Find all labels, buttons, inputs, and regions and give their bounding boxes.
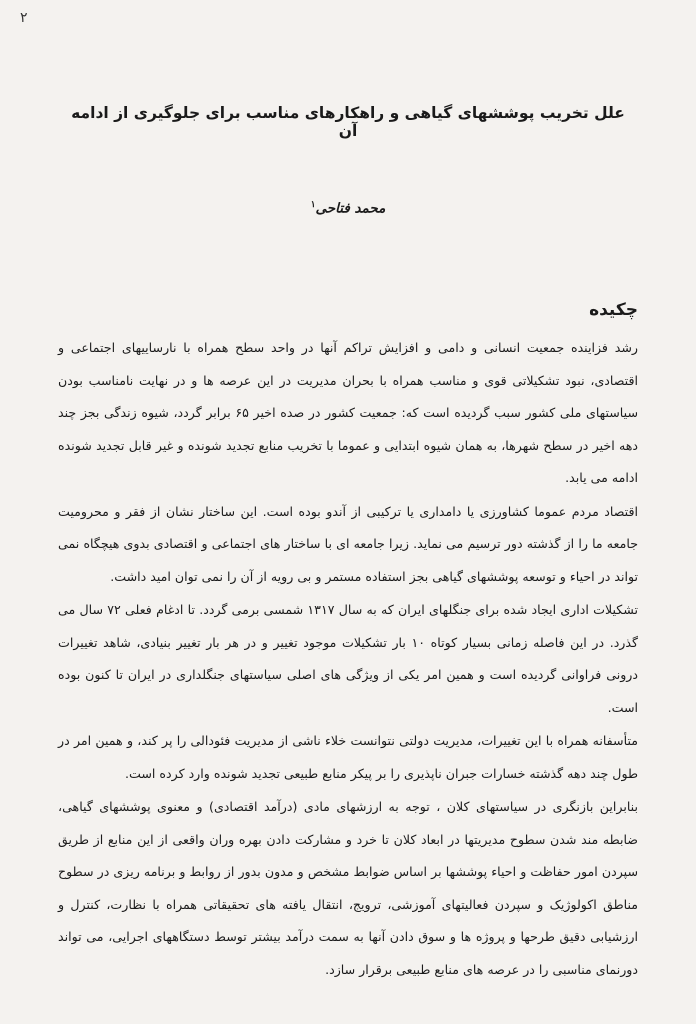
abstract-paragraph-2: اقتصاد مردم عموما کشاورزی یا دامداری یا ترکیبی از آندو بوده است. این ساختار نشان از فقر و محرومیت جامعه ما را از گذشته دور ترسیم می نماید. زیرا جامعه ای با ساختار های اجتماعی و اقتصادی بدوی هیچگاه نمی تواند در احیاء و توسعه پوششهای گیاهی بجز استفاده مستمر و بی رویه از آن را نمی توان امید داشت. [58, 503, 638, 584]
abstract-paragraph-3: تشکیلات اداری ایجاد شده برای جنگلهای ایران که به سال ۱۳۱۷ شمسی برمی گردد. تا ادغام فعلی ۷۲ سال می گذرد. در این فاصله زمانی بسیار کوتاه ۱۰ بار تشکیلات موجود تغییر و در هر بار تغییر بنیادی، شاهد تغییرات درونی فراوانی گردیده است و همین امر یکی از ویژگی های اصلی سیاستهای جنگلداری در ایران تا کنون بوده است. [58, 602, 638, 715]
abstract-body [58, 332, 638, 987]
author-name: محمد فتاحی [315, 200, 386, 217]
author-line [100, 200, 596, 217]
author-footnote-mark: ۱ [310, 200, 316, 210]
article-title: علل تخریب پوششهای گیاهی و راهکارهای مناسب برای جلوگیری از ادامه آن [71, 104, 625, 140]
abstract-paragraph-1: رشد فزاینده جمعیت انسانی و دامی و افزایش تراکم آنها در واحد سطح همراه با نارساییهای اجتماعی و اقتصادی، نبود تشکیلاتی قوی و مناسب همراه با بحران مدیریت در این عرصه ها و در نهایت نامناسب بودن سیاستهای ملی کشور سبب گردیده است که: جمعیت کشور در صده اخیر ۶۵ برابر گردد، شیوه زندگی بجز چند دهه اخیر در سطح شهرها، به همان شیوه ابتدایی و عموما با تخریب منابع تجدید شونده و غیر قابل تجدید شونده ادامه می یابد. [58, 340, 638, 485]
abstract-heading: چکیده [589, 300, 638, 320]
abstract-paragraph-5: بنابراین بازنگری در سیاستهای کلان ، توجه به ارزشهای مادی (درآمد اقتصادی) و معنوی پوششهای گیاهی، ضابطه مند شدن سطوح مدیریتها در ابعاد کلان تا خرد و مشارکت دادن بهره وران واقعی از این منابع از طریق سپردن امور حفاظت و احیاء پوششها بر اساس ضوابط مشخص و مدون بدور از روابط و برنامه ریزی در سطوح مناطق اکولوژیک و سپردن فعالیتهای آموزشی، ترویج، انتقال یافته های تحقیقاتی همراه با نظارت، کنترل و ارزشیابی دقیق طرحها و پروژه ها و سوق دادن آنها به سمت درآمد بیشتر توسط دستگاههای اجرایی، می تواند دورنمای مناسبی را در عرصه های منابع طبیعی برقرار سازد. [58, 799, 638, 977]
abstract-paragraph-4: متأسفانه همراه با این تغییرات، مدیریت دولتی نتوانست خلاء ناشی از مدیریت فئودالی را پر کند، و همین امر در طول چند دهه گذشته خسارات جبران ناپذیری را بر پیکر منابع طبیعی تجدید شونده وارد کرده است. [58, 733, 638, 781]
page-number: ۲ [20, 10, 28, 26]
